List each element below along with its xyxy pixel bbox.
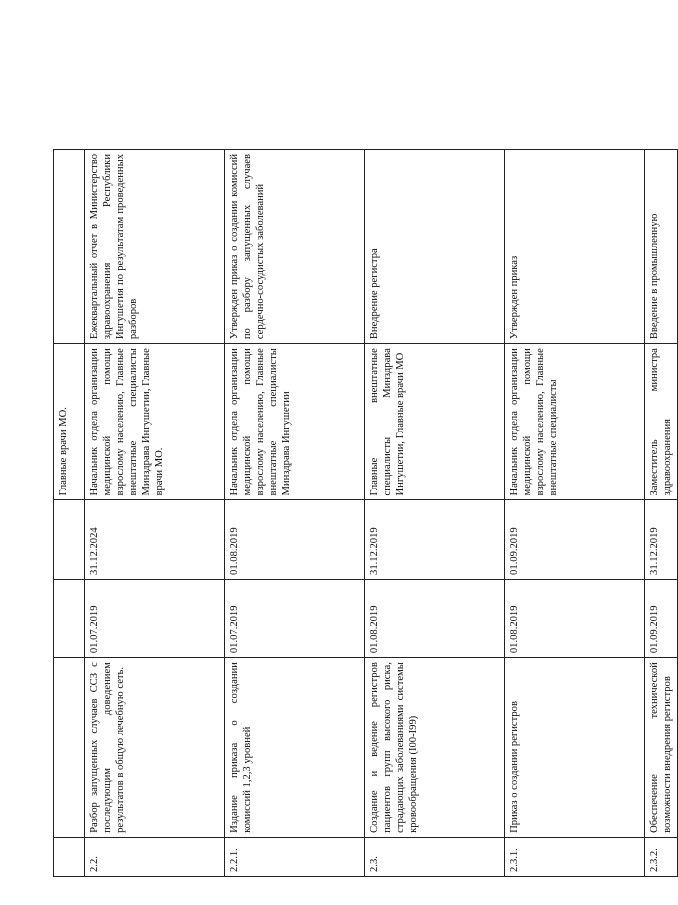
cell-number xyxy=(54,837,85,876)
cell-result: Введение в промышленную xyxy=(645,150,678,344)
table-row xyxy=(85,150,225,877)
cell-responsible: Главные врачи МО. xyxy=(54,344,85,500)
cell-number: 2.3.1. xyxy=(505,837,645,876)
cell-start-date: 01.08.2019 xyxy=(505,579,645,657)
cell-end-date: 01.09.2019 xyxy=(505,500,645,579)
action-plan-table xyxy=(53,149,678,877)
cell-responsible: Главные внештатные специалисты Минздрава Ингушетии, Главные врачи МО xyxy=(365,344,505,500)
cell-number: 2.2. xyxy=(85,837,225,876)
cell-start-date: 01.08.2019 xyxy=(365,579,505,657)
cell-start-date: 01.07.2019 xyxy=(225,579,365,657)
cell-description: Разбор запущенных случаев ССЗ с последующим доведением результатов в общую лечебную сеть. xyxy=(85,658,225,838)
cell-end-date: 31.12.2019 xyxy=(645,500,678,579)
cell-end-date xyxy=(54,500,85,579)
cell-description xyxy=(54,658,85,838)
cell-end-date: 31.12.2019 xyxy=(365,500,505,579)
cell-result: Внедрение регистра xyxy=(365,150,505,344)
table-row xyxy=(365,150,505,877)
cell-responsible: Начальник отдела организации медицинской помощи взрослому населению, Главные внештатные специалисты Минздрава Ингушетии, Главные врачи МО. xyxy=(85,344,225,500)
cell-start-date xyxy=(54,579,85,657)
cell-number: 2.2.1. xyxy=(225,837,365,876)
cell-responsible: Начальник отдела организации медицинской помощи взрослому населению, Главные внештатные специалисты xyxy=(505,344,645,500)
cell-start-date: 01.09.2019 xyxy=(645,579,678,657)
cell-description: Приказ о создании регистров xyxy=(505,658,645,838)
cell-number: 2.3. xyxy=(365,837,505,876)
document-page xyxy=(53,149,674,877)
table-row xyxy=(505,150,645,877)
cell-result: Утвержден приказ xyxy=(505,150,645,344)
cell-result xyxy=(54,150,85,344)
cell-responsible: Начальник отдела организации медицинской помощи взрослому населению, Главные внештатные специалисты Минздрава Ингушетии xyxy=(225,344,365,500)
cell-end-date: 01.08.2019 xyxy=(225,500,365,579)
cell-description: Обеспечение технической возможности внедрения регистров xyxy=(645,658,678,838)
cell-result: Ежеквартальный отчет в Министерство здравоохранения Республики Ингушетия по результатам проведенных разборов xyxy=(85,150,225,344)
cell-result: Утвержден приказ о создании комиссий по разбору запущенных случаев сердечно-сосудистых заболеваний xyxy=(225,150,365,344)
cell-responsible: Заместитель министра здравоохранения xyxy=(645,344,678,500)
table-row xyxy=(225,150,365,877)
cell-description: Создание и ведение регистров пациентов групп высокого риска, страдающих заболеваниями системы кровообращения (I00-I99) xyxy=(365,658,505,838)
cell-description: Издание приказа о создании комиссий 1,2,3 уровней xyxy=(225,658,365,838)
cell-number: 2.3.2. xyxy=(645,837,678,876)
cell-end-date: 31.12.2024 xyxy=(85,500,225,579)
cell-start-date: 01.07.2019 xyxy=(85,579,225,657)
table-row xyxy=(54,150,85,877)
table-row xyxy=(645,150,678,877)
